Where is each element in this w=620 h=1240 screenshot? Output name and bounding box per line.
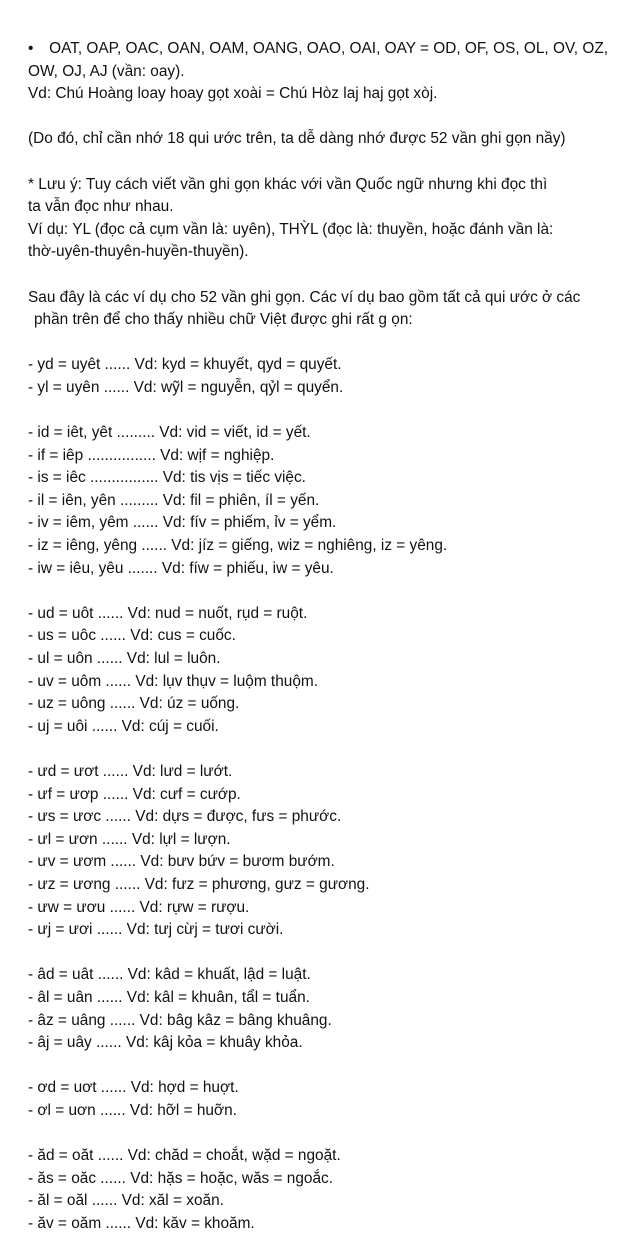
list-item: - âl = uân ...... Vd: kâl = khuân, tẩl = tuẩn.: [28, 988, 310, 1006]
caution-line: Ví dụ: YL (đọc cả cụm vần là: uyên), THỲL (đọc là: thuyền, hoặc đánh vần là:: [28, 220, 554, 238]
intro-line-3: Vd: Chú Hoàng loay hoay gọt xoài = Chú Hòz laj haj gọt xòj.: [28, 85, 438, 103]
list-item: - ud = uôt ...... Vd: nud = nuốt, rụd = ruột.: [28, 604, 308, 622]
intro-line-1: [28, 38, 608, 61]
list-item: - ưj = ươi ...... Vd: tưj cừj = tươi cười.: [28, 921, 284, 939]
caution-line: * Lưu ý: Tuy cách viết vần ghi gọn khác với vần Quốc ngữ nhưng khi đọc thì: [28, 175, 548, 193]
list-item: - ăd = oăt ...... Vd: chăd = choắt, wặd = ngoặt.: [28, 1147, 341, 1165]
list-item: - iz = iêng, yêng ...... Vd: jíz = giếng, wiz = nghiêng, iz = yêng.: [28, 537, 448, 555]
list-item: - âj = uây ...... Vd: kâj kỏa = khuây khỏa.: [28, 1034, 303, 1052]
list-item: - âd = uât ...... Vd: kâd = khuất, lậd = luật.: [28, 966, 311, 984]
list-item: - ưz = ương ...... Vd: fưz = phương, gưz = gương.: [28, 875, 370, 893]
list-item: - ưf = ươp ...... Vd: cưf = cướp.: [28, 785, 241, 803]
list-item: - is = iêc ................ Vd: tis vịs = tiếc việc.: [28, 469, 306, 487]
list-item: - ăv = oăm ...... Vd: kăv = khoăm.: [28, 1214, 255, 1232]
list-item: - ưv = ươm ...... Vd: bưv bứv = bươm bướm.: [28, 853, 335, 871]
para-line: Sau đây là các ví dụ cho 52 vần ghi gọn. Các ví dụ bao gồm tất cả qui ước ở các: [28, 288, 581, 306]
note-line: (Do đó, chỉ cần nhớ 18 qui ước trên, ta dễ dàng nhớ được 52 vần ghi gọn nầy): [28, 130, 566, 148]
list-item: - ul = uôn ...... Vd: lul = luôn.: [28, 650, 221, 668]
list-item: - ơd = uơt ...... Vd: hợd = huợt.: [28, 1079, 239, 1097]
list-item: - yl = uyên ...... Vd: wỹl = nguyễn, qỷl = quyển.: [28, 378, 344, 396]
list-item: - id = iêt, yêt ......... Vd: vid = viết, id = yết.: [28, 424, 311, 442]
intro-line-2: OW, OJ, AJ (vần: oay).: [28, 62, 185, 80]
list-item: - uv = uôm ...... Vd: lụv thụv = luộm thuộm.: [28, 672, 318, 690]
list-item: - âz = uâng ...... Vd: bâg kâz = bâng khuâng.: [28, 1011, 332, 1029]
list-item: - if = iêp ................ Vd: wịf = nghiệp.: [28, 446, 275, 464]
intro-text-1: OAT, OAP, OAC, OAN, OAM, OANG, OAO, OAI, OAY = OD, OF, OS, OL, OV, OZ,: [49, 40, 608, 57]
bullet-icon: •: [28, 40, 34, 57]
list-item: - uz = uông ...... Vd: úz = uống.: [28, 695, 240, 713]
list-item: - ơl = uơn ...... Vd: hỡl = huỡn.: [28, 1101, 237, 1119]
list-item: - ăs = oăc ...... Vd: hặs = hoặc, wăs = ngoắc.: [28, 1169, 333, 1187]
caution-line: thờ-uyên-thuyên-huyền-thuyền).: [28, 243, 249, 261]
list-item: - yd = uyêt ...... Vd: kyd = khuyết, qyd = quyết.: [28, 356, 342, 374]
list-item: - iv = iêm, yêm ...... Vd: fív = phiếm, ỉv = yểm.: [28, 514, 337, 532]
list-item: - ưd = ươt ...... Vd: lưd = lướt.: [28, 763, 233, 780]
list-item: - us = uôc ...... Vd: cus = cuốc.: [28, 627, 236, 645]
list-item: - ưl = ươn ...... Vd: lựl = lượn.: [28, 830, 231, 848]
list-item: - iw = iêu, yêu ....... Vd: fíw = phiếu, iw = yêu.: [28, 559, 334, 577]
para-line: phần trên để cho thấy nhiều chữ Việt được ghi rất g ọn:: [34, 311, 413, 329]
list-item: - il = iên, yên ......... Vd: fil = phiên, íl = yến.: [28, 491, 320, 509]
list-item: - uj = uôi ...... Vd: cúj = cuối.: [28, 717, 219, 735]
list-item: - ưw = ươu ...... Vd: rựw = rượu.: [28, 898, 250, 916]
caution-line: ta vẫn đọc như nhau.: [28, 198, 174, 216]
list-item: - ưs = ươc ...... Vd: dựs = được, fưs = phước.: [28, 808, 342, 826]
list-item: - ăl = oăl ...... Vd: xăl = xoăn.: [28, 1192, 224, 1210]
document-page: [28, 38, 608, 1235]
